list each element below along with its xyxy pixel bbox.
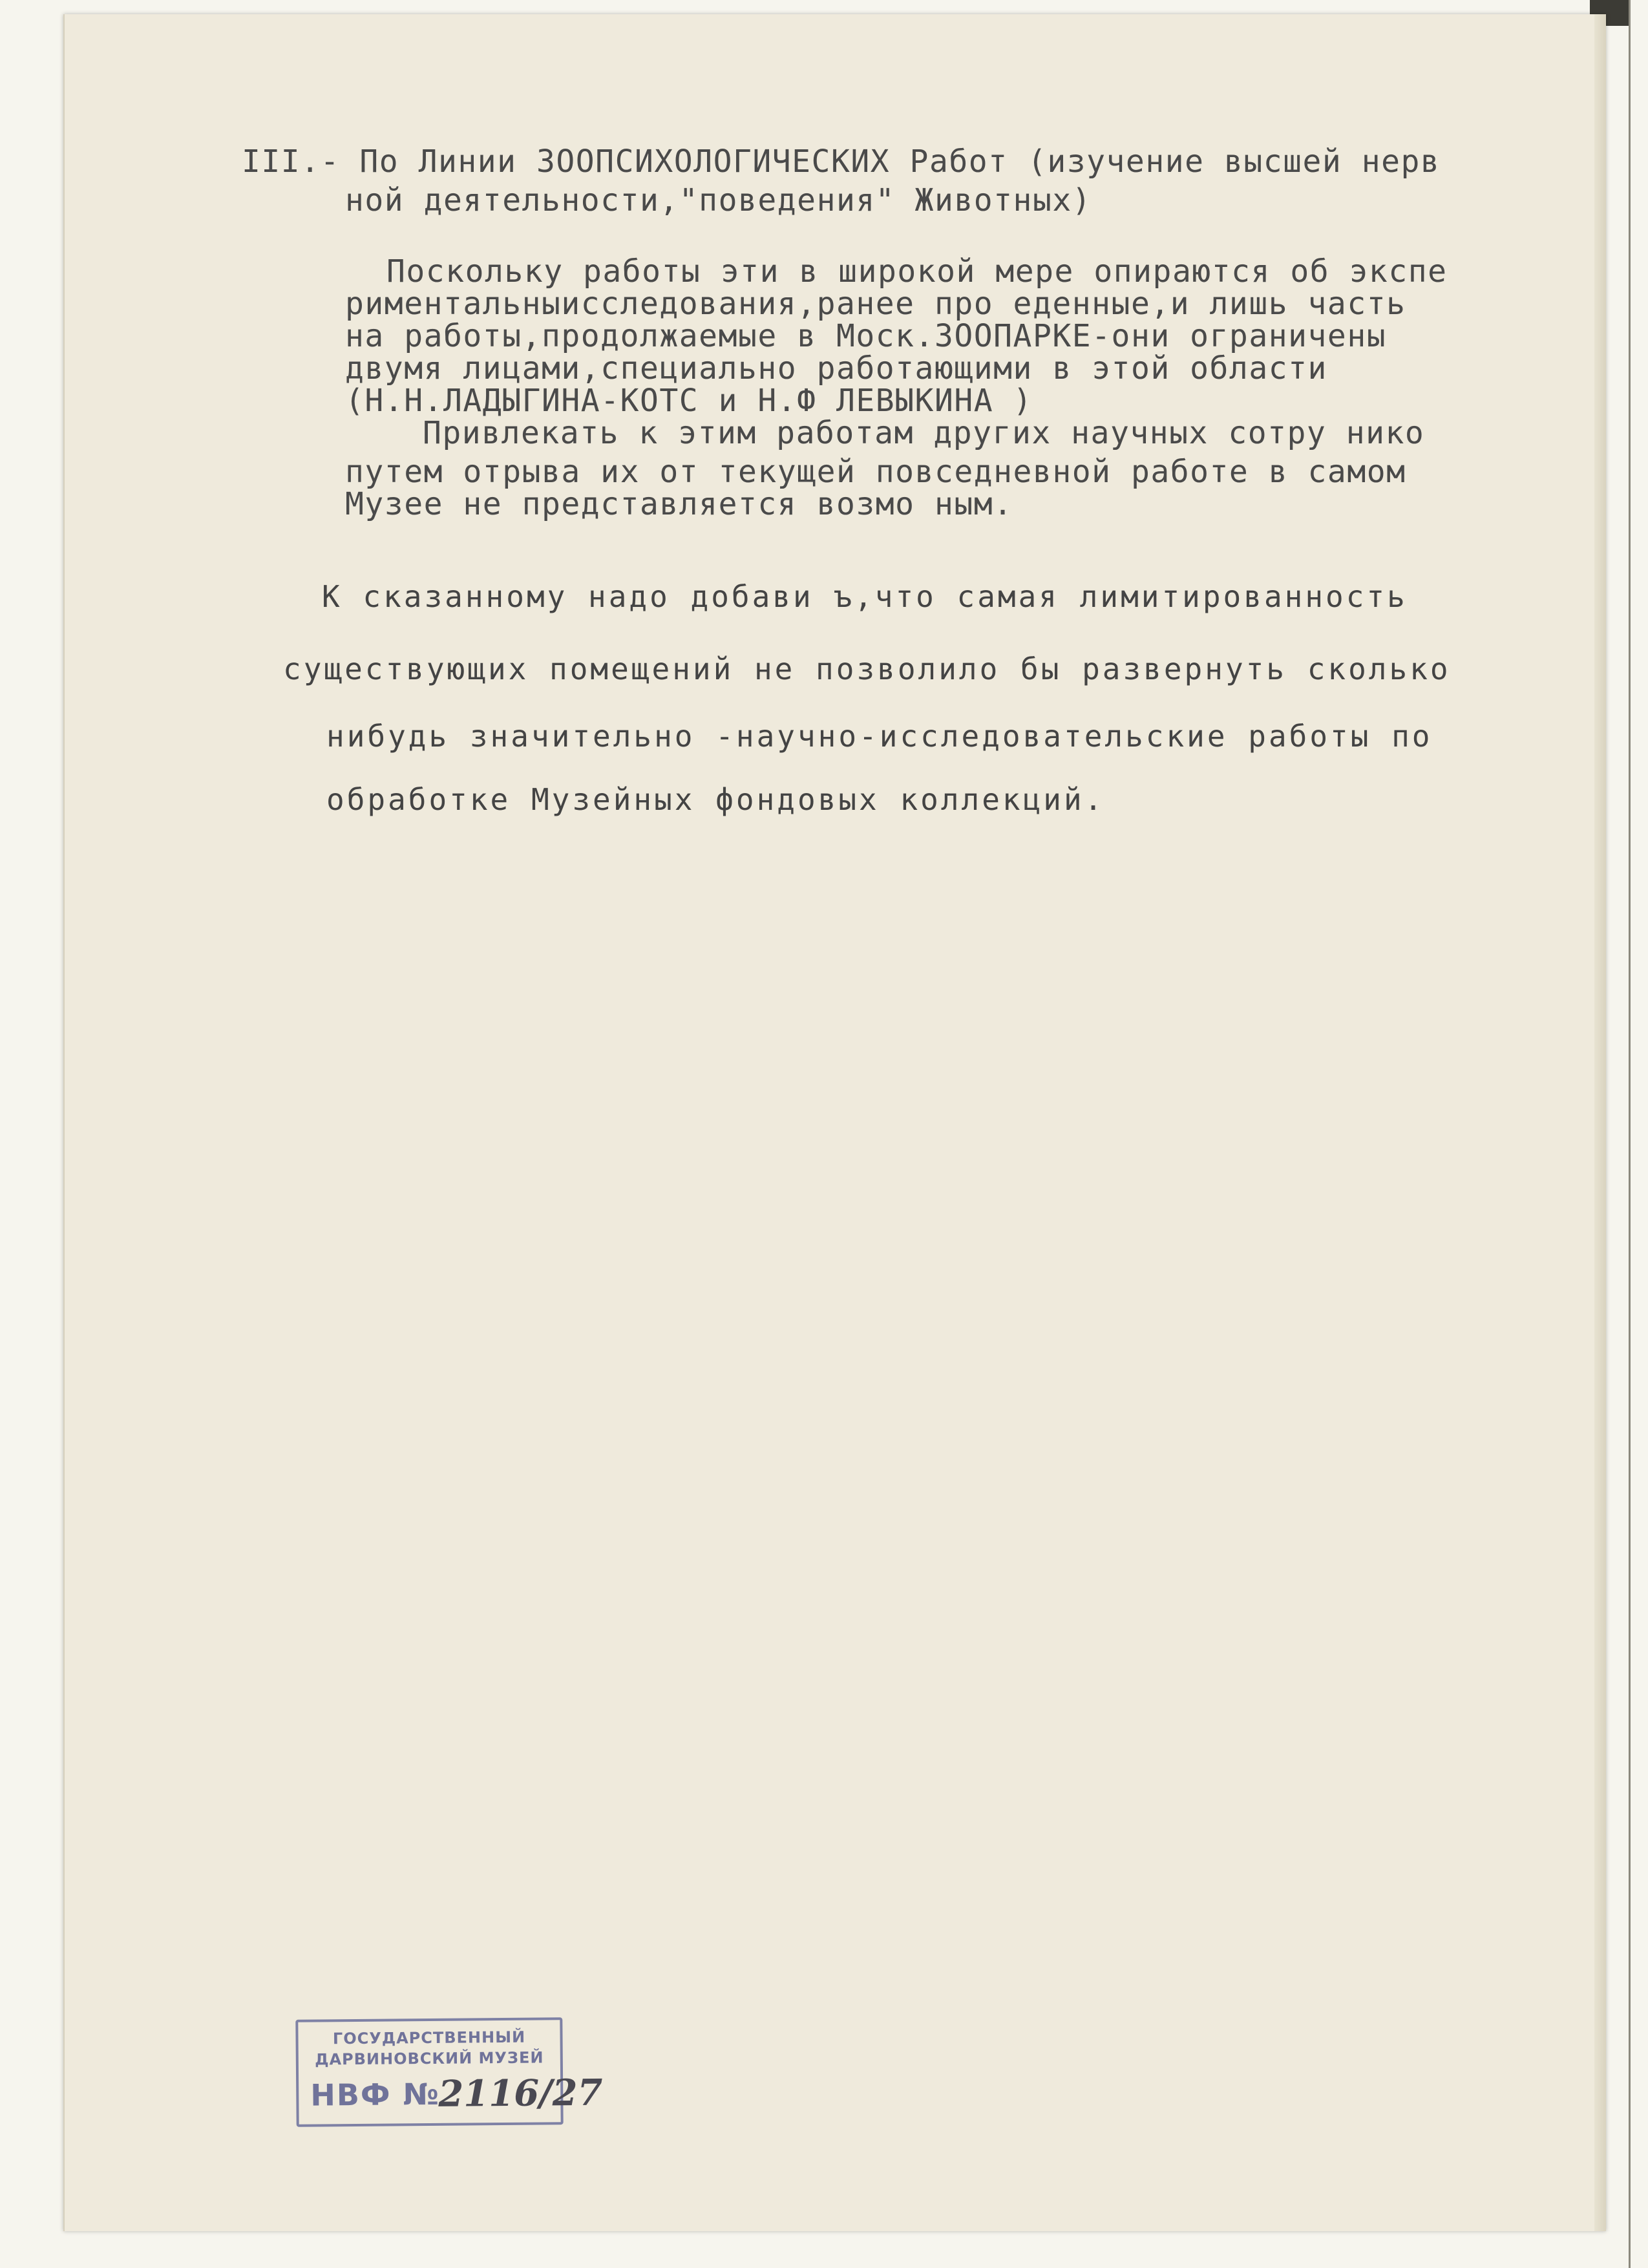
paragraph-1-line-5: (Н.Н.ЛАДЫГИНА-КОТС и Н.Ф ЛЕВЫКИНА )	[345, 383, 1033, 419]
paragraph-3-line-3: нибудь значительно -научно-исследовательские работы по	[326, 719, 1433, 754]
paragraph-2-line-3: Музее не представляется возмо ным.	[345, 486, 1013, 522]
paragraph-3-line-2: существующих помещений не позволило бы развернуть сколько	[283, 652, 1451, 686]
paper-edge-shadow	[1594, 14, 1606, 2231]
paragraph-3-line-1: К сказанному надо добави ъ,что самая лимитированность	[322, 579, 1408, 614]
paragraph-1-line-4: двумя лицами,специально работающими в этой области	[345, 350, 1327, 387]
stamp-institution-line-2: ДАРВИНОВСКИЙ МУЗЕЙ	[315, 2048, 544, 2069]
paragraph-1-line-2: риментальныисследования,ранее про еденные,и лишь часть	[345, 286, 1406, 322]
paragraph-2-line-2: путем отрыва их от текущей повседневной работе в самом	[345, 454, 1406, 490]
section-heading-line-2: ной деятельности,"поведения" Животных)	[345, 182, 1092, 218]
stamp-fund-code: НВФ №	[310, 2076, 441, 2113]
paragraph-1-line-3: на работы,продолжаемые в Моск.ЗООПАРКЕ-они ограничены	[345, 318, 1387, 354]
stamp-institution-line-1: ГОСУДАРСТВЕННЫЙ	[332, 2028, 526, 2048]
section-heading-line-1: III.- По Линии ЗООПСИХОЛОГИЧЕСКИХ Работ (изучение высшей нерв	[242, 143, 1441, 180]
scanner-edge-right	[1629, 0, 1648, 2268]
archive-stamp	[295, 2017, 603, 2127]
paragraph-2-line-1: Привлекать к этим работам других научных сотру нико	[423, 415, 1425, 451]
paragraph-3-line-4: обработке Музейных фондовых коллекций.	[326, 782, 1105, 817]
stamp-handwritten-number: 2116/27	[438, 2071, 603, 2115]
paragraph-1-line-1: Поскольку работы эти в широкой мере опираются об экспе	[386, 253, 1448, 290]
